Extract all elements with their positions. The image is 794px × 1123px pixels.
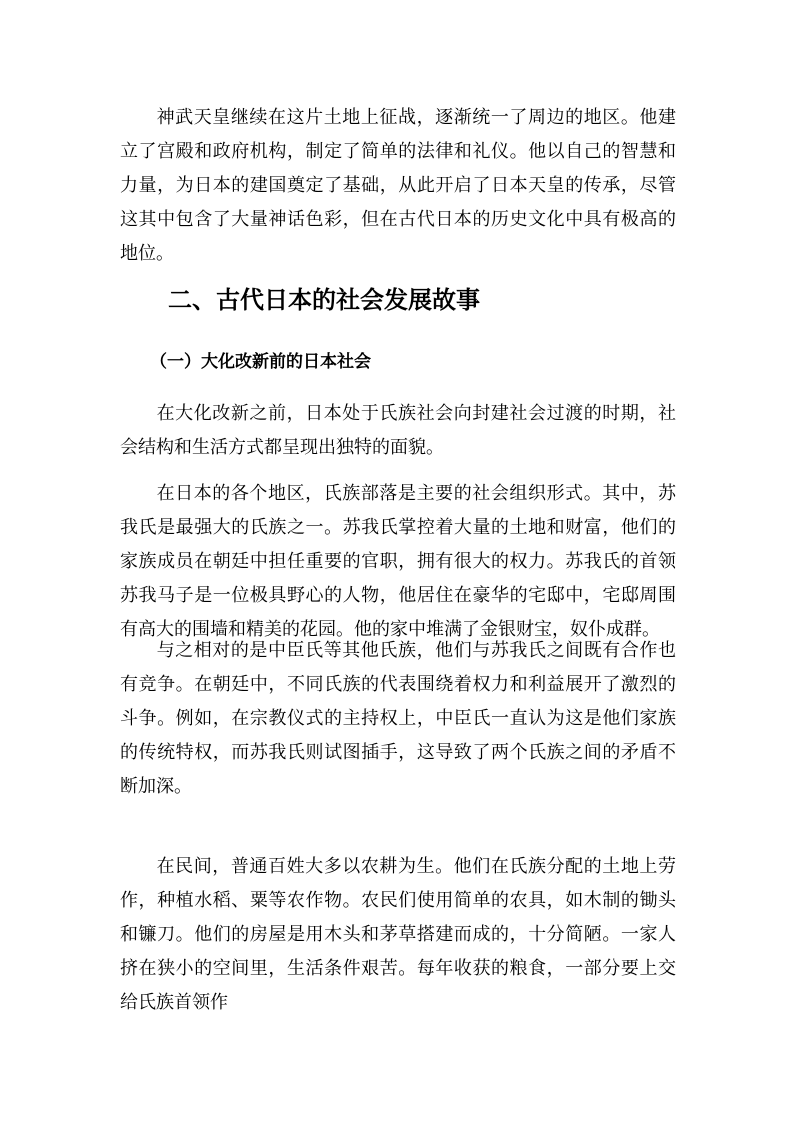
body-paragraph (120, 477, 676, 647)
paragraph-text: 在民间，普通百姓大多以农耕为生。他们在氏族分配的土地上劳作，种植水稻、粟等农作物。农民们使用简单的农具，如木制的锄头和镰刀。他们的房屋是用木头和茅草搭建而成的，十分简陋。一家人挤在狭小的空间里，生活条件艰苦。每年收获的粮食，一部分要上交给氏族首领作 (120, 856, 676, 1013)
body-paragraph (120, 397, 676, 465)
paragraph-text: 在日本的各个地区，氏族部落是主要的社会组织形式。其中，苏我氏是最强大的氏族之一。苏我氏掌控着大量的土地和财富，他们的家族成员在朝廷中担任重要的官职，拥有很大的权力。苏我氏的首领苏我马子是一位极具野心的人物，他居住在豪华的宅邸中，宅邸周围有高大的围墙和精美的花园。他的家中堆满了金银财宝，奴仆成群。 (120, 483, 676, 640)
body-paragraph (120, 634, 676, 804)
paragraph-text: 与之相对的是中臣氏等其他氏族，他们与苏我氏之间既有合作也有竞争。在朝廷中，不同氏族的代表围绕着权力和利益展开了激烈的斗争。例如，在宗教仪式的主持权上，中臣氏一直认为这是他们家族的传统特权，而苏我氏则试图插手，这导致了两个氏族之间的矛盾不断加深。 (120, 640, 676, 797)
subsection-heading: （一）大化改新前的日本社会 (150, 352, 371, 372)
body-paragraph (120, 850, 676, 1020)
paragraph-text: 神武天皇继续在这片土地上征战，逐渐统一了周边的地区。他建立了宫殿和政府机构，制定了简单的法律和礼仪。他以自己的智慧和力量，为日本的建国奠定了基础，从此开启了日本天皇的传承，尽管这其中包含了大量神话色彩，但在古代日本的历史文化中具有极高的地位。 (120, 107, 676, 264)
paragraph-text: 在大化改新之前，日本处于氏族社会向封建社会过渡的时期，社会结构和生活方式都呈现出独特的面貌。 (120, 403, 676, 458)
body-paragraph (120, 101, 676, 271)
section-heading: 二、古代日本的社会发展故事 (168, 286, 480, 314)
